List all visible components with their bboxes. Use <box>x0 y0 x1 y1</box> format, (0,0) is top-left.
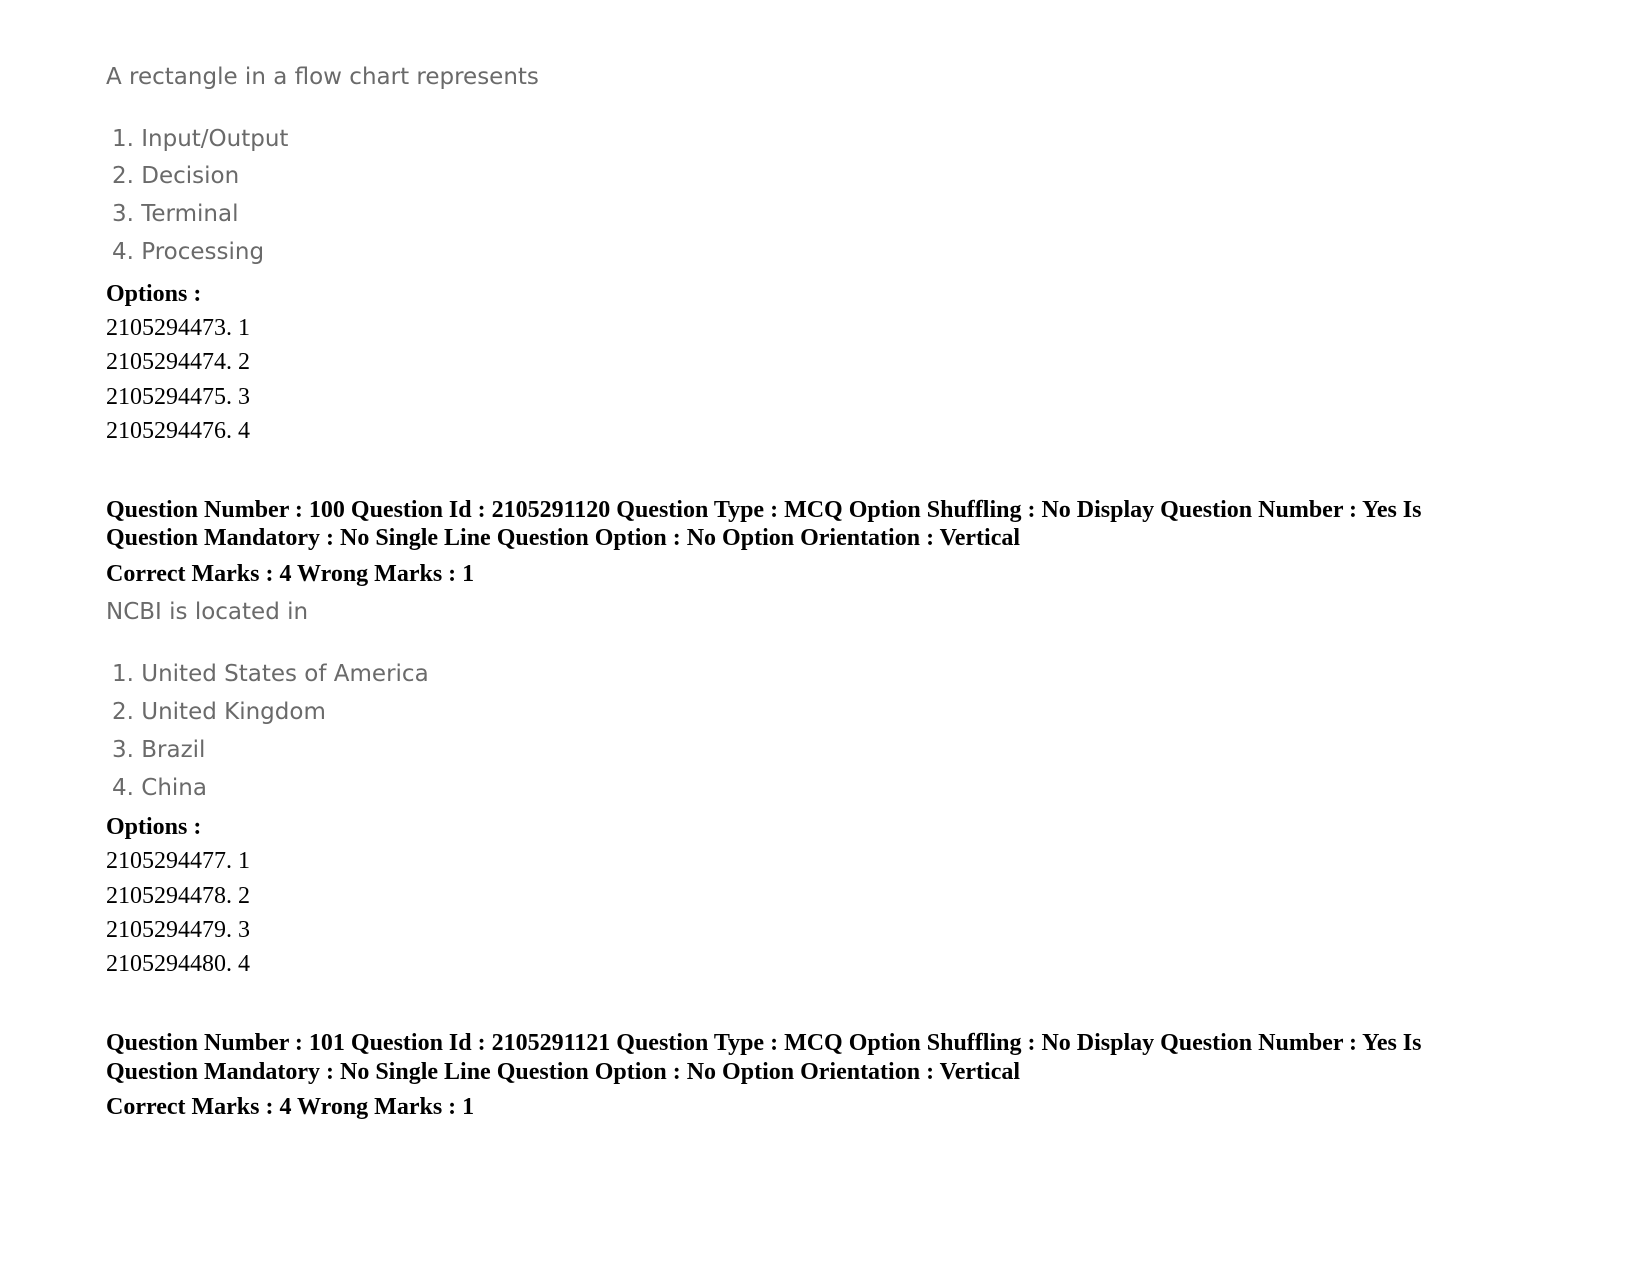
question-99-choice-2: 2. Decision <box>112 163 240 189</box>
question-101-meta-line-1: Question Number : 101 Question Id : 2105291121 Question Type : MCQ Option Shuffling : No Display Question Number : Yes Is <box>106 1030 1422 1056</box>
question-100-option-4: 2105294480. 4 <box>106 951 250 977</box>
question-100-options-label: Options : <box>106 814 202 840</box>
question-99-stem: A rectangle in a flow chart represents <box>106 64 539 90</box>
question-100-stem: NCBI is located in <box>106 599 309 625</box>
question-99-options-label: Options : <box>106 281 202 307</box>
question-101-marks: Correct Marks : 4 Wrong Marks : 1 <box>106 1094 475 1120</box>
question-100-meta-line-2: Question Mandatory : No Single Line Question Option : No Option Orientation : Vertical <box>106 525 1021 551</box>
question-101-meta-line-2: Question Mandatory : No Single Line Question Option : No Option Orientation : Vertical <box>106 1059 1021 1085</box>
question-100-choice-2: 2. United Kingdom <box>112 699 326 725</box>
question-100-option-2: 2105294478. 2 <box>106 883 250 909</box>
question-99-option-3: 2105294475. 3 <box>106 384 250 410</box>
question-100-meta-line-1: Question Number : 100 Question Id : 2105291120 Question Type : MCQ Option Shuffling : No Display Question Number : Yes Is <box>106 497 1422 523</box>
question-99-option-4: 2105294476. 4 <box>106 418 250 444</box>
question-99-choice-1: 1. Input/Output <box>112 126 289 152</box>
question-99-choice-4: 4. Processing <box>112 239 265 265</box>
question-100-choice-1: 1. United States of America <box>112 661 429 687</box>
question-99-choice-3: 3. Terminal <box>112 201 239 227</box>
question-100-choice-3: 3. Brazil <box>112 737 206 763</box>
question-99-option-2: 2105294474. 2 <box>106 349 250 375</box>
question-100-choice-4: 4. China <box>112 775 207 801</box>
question-99-option-1: 2105294473. 1 <box>106 315 250 341</box>
question-100-option-1: 2105294477. 1 <box>106 848 250 874</box>
question-100-option-3: 2105294479. 3 <box>106 917 250 943</box>
question-100-marks: Correct Marks : 4 Wrong Marks : 1 <box>106 561 475 587</box>
